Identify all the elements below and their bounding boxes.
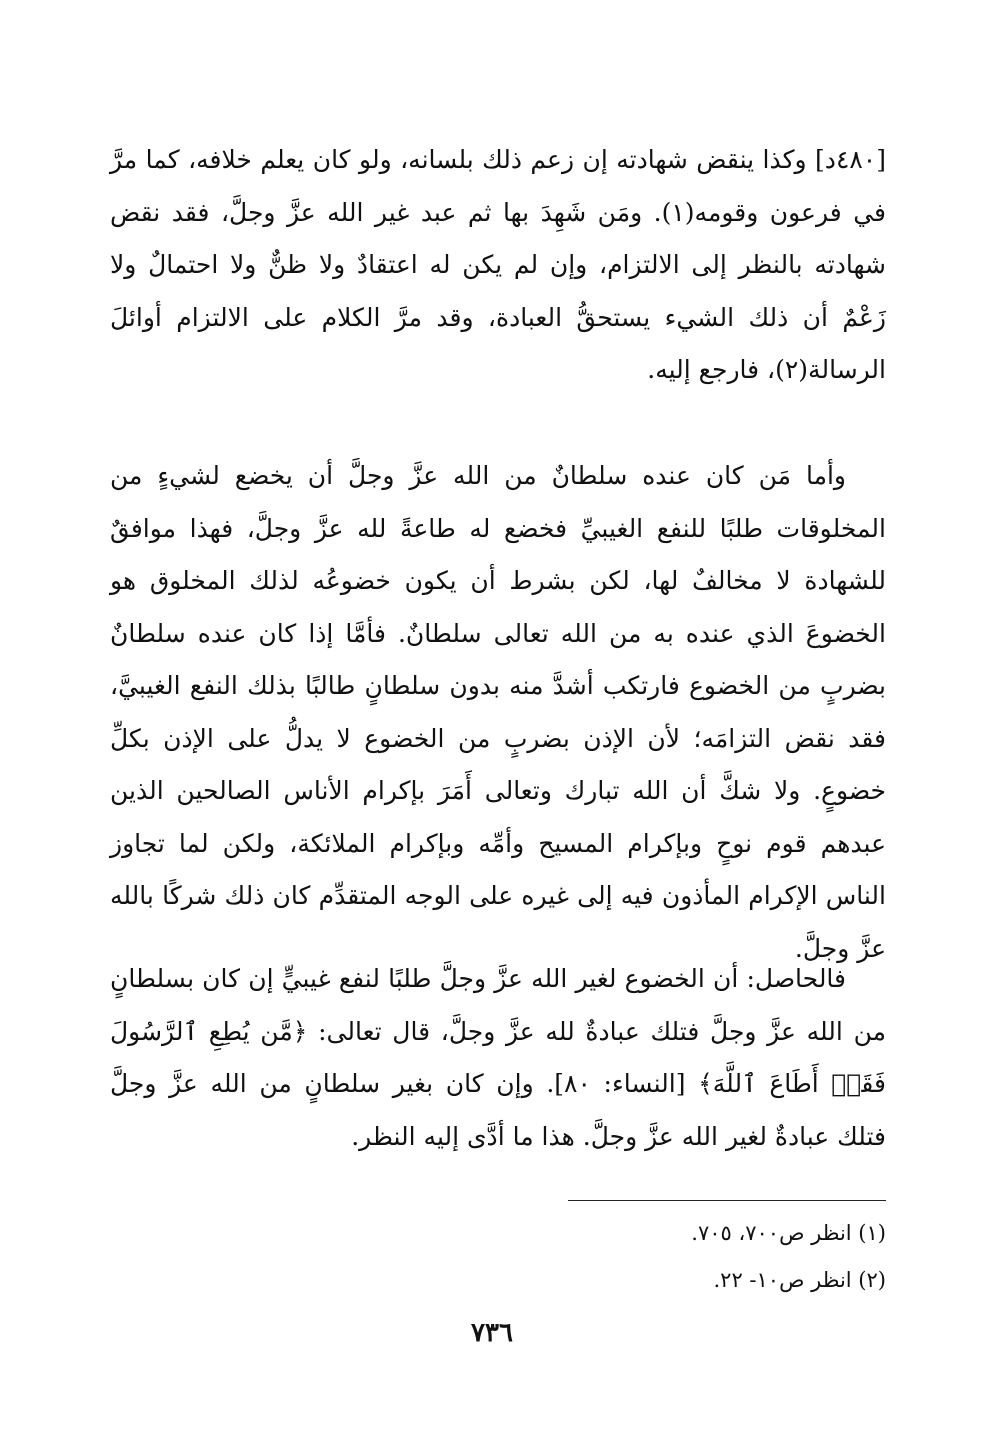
body-paragraph-1: [٤٨٠د] وكذا ينقض شهادته إن زعم ذلك بلسانه، ولو كان يعلم خلافه، كما مرَّ في فرعون وقومه(١). ومَن شَهِدَ بها ثم عبد غير الله عزَّ وجلَّ، فقد نقض شهادته بالنظر إلى الالتزام، وإن لم يكن له اعتقادٌ ولا ظنٌّ ولا احتمالٌ ولا زَعْمٌ أن ذلك الشيء يستحقُّ العبادة، وقد مرَّ الكلام على الالتزام أوائلَ الرسالة(٢)، فارجع إليه. bbox=[110, 145, 886, 384]
body-paragraph-3: فالحاصل: أن الخضوع لغير الله عزَّ وجلَّ طلبًا لنفع غيبيٍّ إن كان بسلطانٍ من الله عزَّ وجلَّ فتلك عبادةٌ لله عزَّ وجلَّ، قال تعالى: ﴿مَّن يُطِعِ ٱلرَّسُولَ فَقَدۡ أَطَاعَ ٱللَّهَ﴾ [النساء: ٨٠]. وإن كان بغير سلطانٍ من الله عزَّ وجلَّ فتلك عبادةٌ لغير الله عزَّ وجلَّ. هذا ما أدَّى إليه النظر. bbox=[110, 964, 886, 1151]
footnote-separator bbox=[568, 1200, 886, 1201]
footnote-1: (١) انظر ص٧٠٠، ٧٠٥. bbox=[691, 1221, 886, 1245]
footnote-2: (٢) انظر ص١٠- ٢٢. bbox=[713, 1268, 886, 1292]
page-number: ٧٣٦ bbox=[471, 1318, 513, 1348]
body-paragraph-2: وأما مَن كان عنده سلطانٌ من الله عزَّ وجلَّ أن يخضع لشيءٍ من المخلوقات طلبًا للنفع الغيبيِّ فخضع له طاعةً لله عزَّ وجلَّ، فهذا موافقٌ للشهادة لا مخالفٌ لها، لكن بشرط أن يكون خضوعُه لذلك المخلوق هو الخضوعَ الذي عنده به من الله تعالى سلطانٌ. فأمَّا إذا كان عنده سلطانٌ بضربٍ من الخضوع فارتكب أشدَّ منه بدون سلطانٍ طالبًا بذلك النفع الغيبيَّ، فقد نقض التزامَه؛ لأن الإذن بضربٍ من الخضوع لا يدلُّ على الإذن بكلِّ خضوعٍ. ولا شكَّ أن الله تبارك وتعالى أَمَرَ بإكرام الأناس الصالحين الذين عبدهم قوم نوحٍ وبإكرام المسيح وأمِّه وبإكرام الملائكة، ولكن لما تجاوز الناس الإكرام المأذون فيه إلى غيره على الوجه المتقدِّم كان ذلك شركًا بالله عزَّ وجلَّ. bbox=[110, 461, 886, 963]
